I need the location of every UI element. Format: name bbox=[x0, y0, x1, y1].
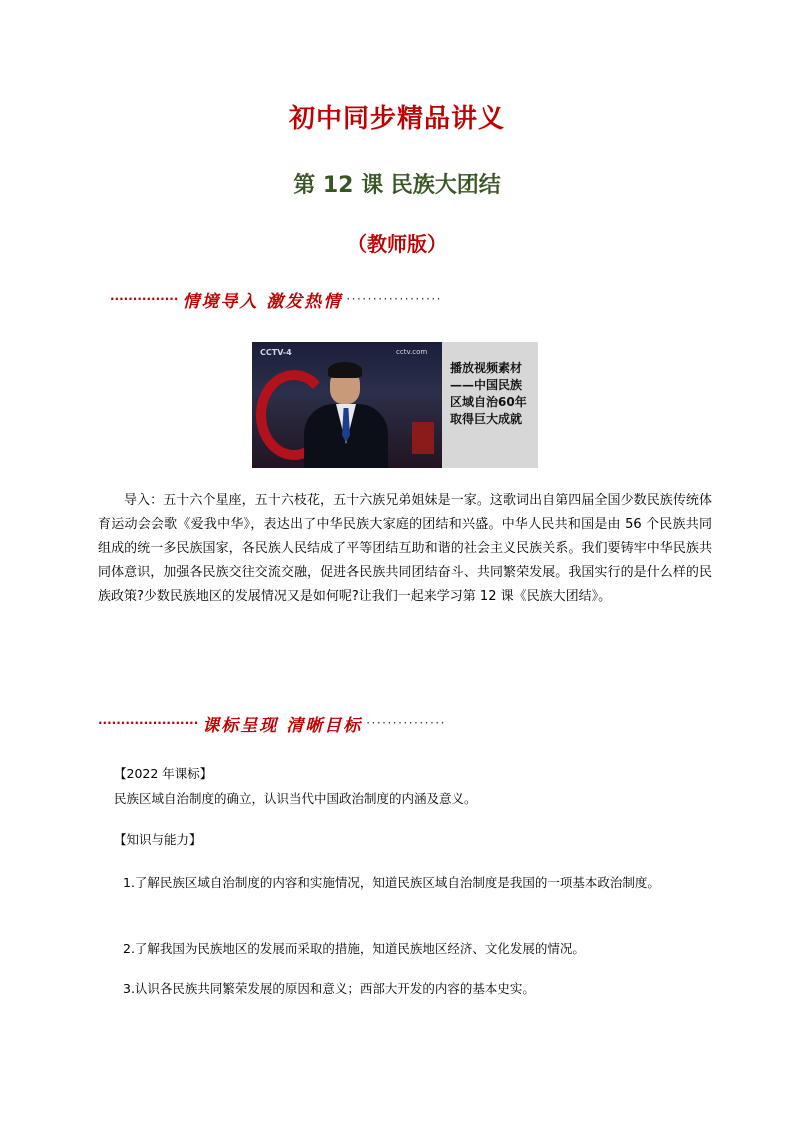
intro-paragraph: 导入：五十六个星座，五十六枝花，五十六族兄弟姐妹是一家。这歌词出自第四届全国少数民族传统体育运动会会歌《爱我中华》，表达出了中华民族大家庭的团结和兴盛。中华人民共和国是由 56 个民族共同组成的统一多民族国家，各民族人民结成了平等团结互助和谐的社会主义民族关系。我们要铸牢中华民族共同体意识，加强各民族交往交流交融，促进各民族共同团结奋斗、共同繁荣发展。我国实行的是什么样的民族政策?少数民族地区的发展情况又是如何呢?让我们一起来学习第 12 课《民族大团结》。 bbox=[98, 493, 712, 604]
background-red-panel bbox=[412, 422, 434, 454]
dotted-leader-right: ··············· bbox=[366, 716, 446, 730]
lesson-title: 第 12 课 民族大团结 bbox=[293, 173, 501, 198]
dotted-leader-right: ·················· bbox=[346, 292, 442, 306]
ability-heading: 【知识与能力】 bbox=[114, 832, 202, 847]
channel-logo: CCTV-4 bbox=[260, 348, 292, 357]
ability-item: 2.了解我国为民族地区的发展而采取的措施，知道民族地区经济、文化发展的情况。 bbox=[123, 941, 585, 956]
section-header-standards bbox=[98, 712, 446, 734]
ability-item: 3.认识各民族共同繁荣发展的原因和意义；西部大开发的内容的基本史实。 bbox=[123, 981, 535, 996]
video-still-image bbox=[252, 342, 538, 468]
section-label-intro: 情境导入 激发热情 bbox=[182, 291, 343, 312]
dotted-leader-left: ··············· bbox=[110, 292, 179, 306]
video-caption: 播放视频素材——中国民族区域自治60年取得巨大成就 bbox=[450, 361, 527, 426]
section-header-intro bbox=[110, 288, 442, 310]
anchor-hair bbox=[328, 362, 362, 378]
standards-text: 民族区域自治制度的确立，认识当代中国政治制度的内涵及意义。 bbox=[114, 791, 477, 806]
ability-item: 1.了解民族区域自治制度的内容和实施情况，知道民族区域自治制度是我国的一项基本政治制度。 bbox=[123, 875, 660, 890]
document-title: 初中同步精品讲义 bbox=[288, 104, 505, 134]
edition-label: （教师版） bbox=[347, 232, 447, 256]
site-logo: cctv.com bbox=[396, 348, 428, 356]
standards-heading: 【2022 年课标】 bbox=[114, 766, 213, 781]
video-screen bbox=[252, 342, 442, 468]
dotted-leader-left: ······················ bbox=[98, 716, 199, 730]
section-label-standards: 课标呈现 清晰目标 bbox=[202, 715, 363, 736]
